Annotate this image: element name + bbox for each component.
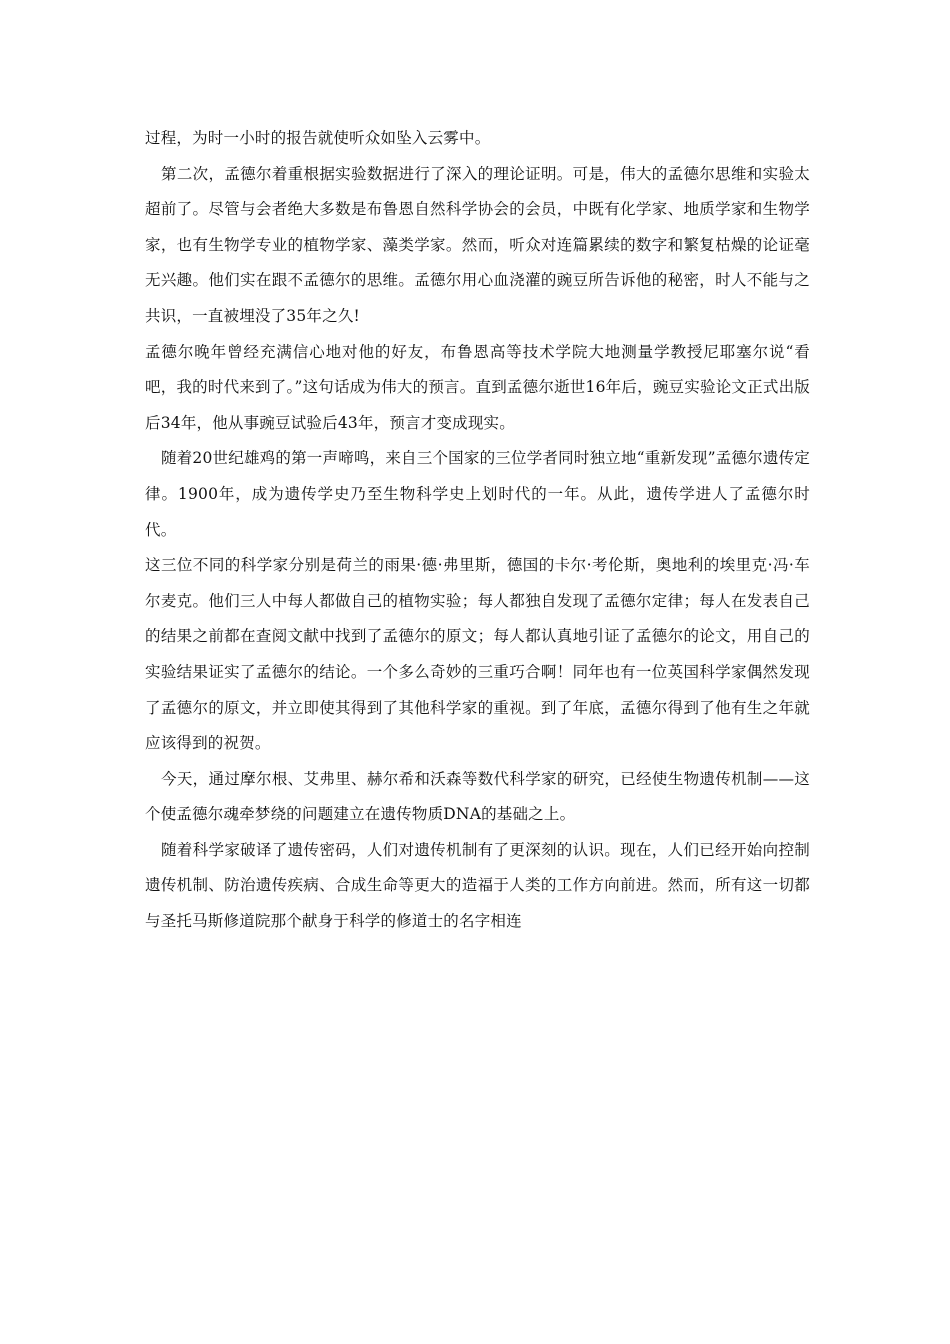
paragraph-5: 这三位不同的科学家分别是荷兰的雨果·德·弗里斯，德国的卡尔·考伦斯，奥地利的埃里克·冯·车尔麦克。他们三人中每人都做自己的植物实验；每人都独自发现了孟德尔定律；每人在发表自己的结果之前都在查阅文献中找到了孟德尔的原文；每人都认真地引证了孟德尔的论文，用自己的实验结果证实了孟德尔的结论。一个多么奇妙的三重巧合啊！同年也有一位英国科学家偶然发现了孟德尔的原文，并立即使其得到了其他科学家的重视。到了年底，孟德尔得到了他有生之年就应该得到的祝贺。 (145, 556, 810, 753)
paragraph-6: 今天，通过摩尔根、艾弗里、赫尔希和沃森等数代科学家的研究，已经使生物遗传机制——这个使孟德尔魂牵梦绕的问题建立在遗传物质DNA的基础之上。 (145, 769, 810, 824)
paragraph-2: 第二次，孟德尔着重根据实验数据进行了深入的理论证明。可是，伟大的孟德尔思维和实验太超前了。尽管与会者绝大多数是布鲁恩自然科学协会的会员，中既有化学家、地质学家和生物学家，也有生物学专业的植物学家、藻类学家。然而，听众对连篇累续的数字和繁复枯燥的论证毫无兴趣。他们实在跟不孟德尔的思维。孟德尔用心血浇灌的豌豆所告诉他的秘密，时人不能与之共识，一直被埋没了35年之久! (145, 164, 810, 325)
document-body (145, 121, 810, 940)
paragraph-1: 过程，为时一小时的报告就使听众如坠入云雾中。 (145, 129, 491, 147)
paragraph-3: 孟德尔晚年曾经充满信心地对他的好友，布鲁恩高等技术学院大地测量学教授尼耶塞尔说“看吧，我的时代来到了。”这句话成为伟大的预言。直到孟德尔逝世16年后，豌豆实验论文正式出版后34年，他从事豌豆试验后43年，预言才变成现实。 (145, 342, 810, 432)
paragraph-4: 随着20世纪雄鸡的第一声啼鸣，来自三个国家的三位学者同时独立地“重新发现”孟德尔遗传定律。1900年，成为遗传学史乃至生物科学史上划时代的一年。从此，遗传学进人了孟德尔时代。 (145, 449, 810, 539)
paragraph-7: 随着科学家破译了遗传密码，人们对遗传机制有了更深刻的认识。现在，人们已经开始向控制遗传机制、防治遗传疾病、合成生命等更大的造福于人类的工作方向前进。然而，所有这一切都与圣托马斯修道院那个献身于科学的修道士的名字相连 (145, 840, 810, 931)
